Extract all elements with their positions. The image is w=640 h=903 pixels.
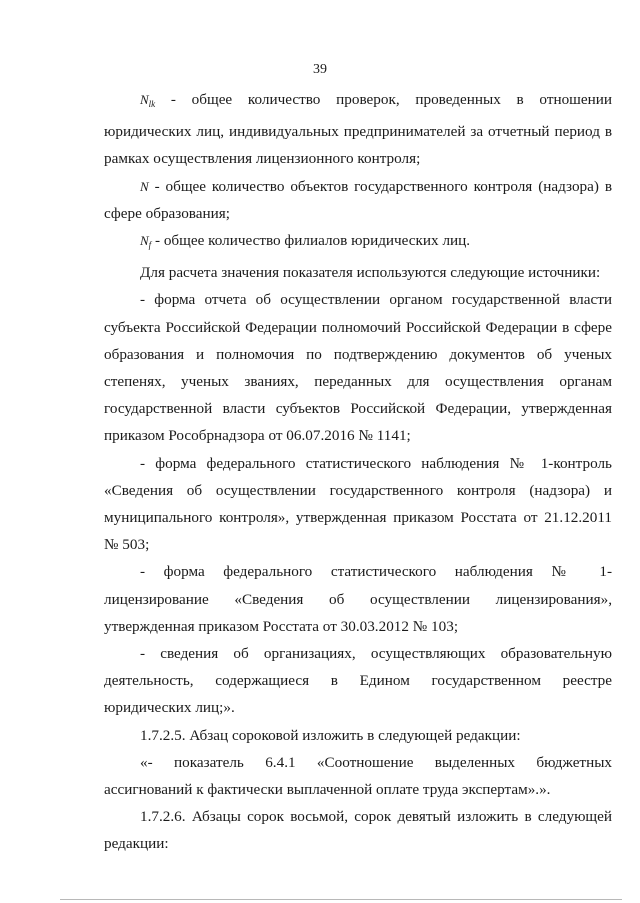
source-item-3: - форма федерального статистического наблюдения № 1-лицензирование «Сведения об осуществлении лицензирования», утвержденная приказом Росстата от 30.03.2012 № 103; <box>104 563 612 635</box>
variable-nf: $N_f$ <box>140 233 152 251</box>
source-item-1: - форма отчета об осуществлении органом государственной власти субъекта Российской Федерации полномочий Российской Федерации в сфере образования и полномочия по подтверждению документов об ученых степенях, ученых званиях, переданных для осуществления органам государственной власти субъектов Российской Федерации, утвержденная приказом Рособрнадзора от 06.07.2016 № 1141; <box>104 291 612 445</box>
variable-n: N <box>140 178 149 194</box>
source-item-4: - сведения об организациях, осуществляющих образовательную деятельность, содержащиеся в Едином государственном реестре юридических лиц;». <box>104 645 612 717</box>
definition-nf-text: - общее количество филиалов юридических лиц. <box>151 232 471 250</box>
source-item-2: - форма федерального статистического наблюдения № 1-контроль «Сведения об осуществлении государственного контроля (надзора) и муниципального контроля», утвержденная приказом Росстата от 21.12.2011 № 503; <box>104 454 612 554</box>
definition-nf <box>104 227 612 259</box>
amendment-1725: 1.7.2.5. Абзац сороковой изложить в следующей редакции: <box>140 726 521 744</box>
definition-n-text: - общее количество объектов государственного контроля (надзора) в сфере образования; <box>104 177 612 222</box>
page-number: 39 <box>313 62 327 77</box>
definition-nk-text: - общее количество проверок, проведенных в отношении юридических лиц, индивидуальных предпринимателей за отчетный период в рамках осуществления лицензионного контроля; <box>104 91 612 168</box>
page-bottom-edge <box>60 899 622 900</box>
definition-nk <box>104 86 612 173</box>
definition-n <box>104 173 612 227</box>
document-body <box>104 86 612 858</box>
sources-intro: Для расчета значения показателя используются следующие источники: <box>140 264 601 282</box>
variable-nk: $N_{lk}$ <box>140 92 156 109</box>
amendment-1726: 1.7.2.6. Абзацы сорок восьмой, сорок девятый изложить в следующей редакции: <box>104 808 612 853</box>
indicator-641: «- показатель 6.4.1 «Соотношение выделенных бюджетных ассигнований к фактически выплаченной оплате труда экспертам».». <box>104 753 612 799</box>
